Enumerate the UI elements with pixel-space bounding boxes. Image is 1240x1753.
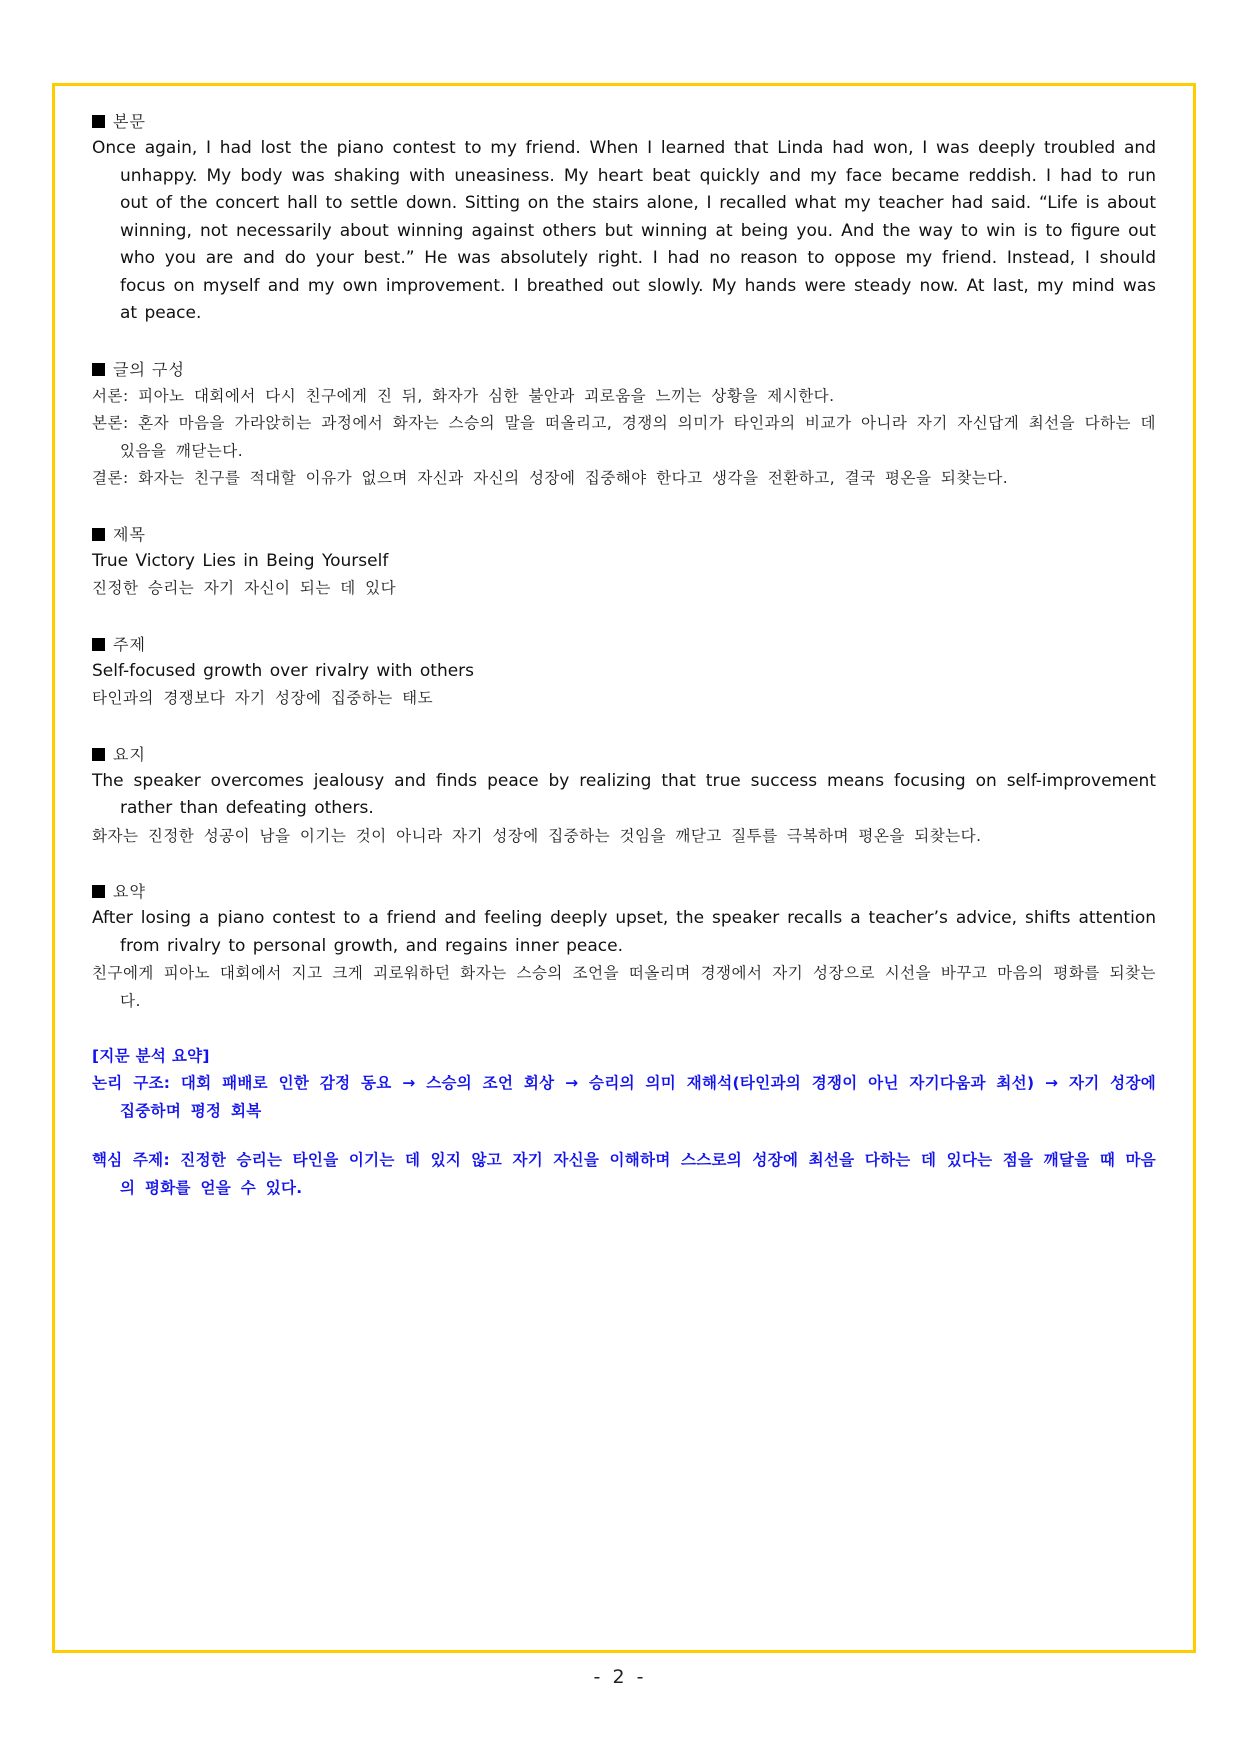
section-heading — [92, 108, 1156, 135]
section-heading — [92, 521, 1156, 548]
section-heading — [92, 878, 1156, 905]
heading-text: 글의 구성 — [113, 359, 185, 379]
heading-text: 본문 — [113, 112, 146, 131]
section-summary — [92, 878, 1156, 1015]
structure-intro: 서론: 피아노 대회에서 다시 친구에게 진 뒤, 화자가 심한 불안과 괴로움을 느끼는 상황을 제시한다. — [92, 386, 835, 405]
summary-korean: 친구에게 피아노 대회에서 지고 크게 괴로워하던 화자는 스승의 조언을 떠올리며 경쟁에서 자기 성장으로 시선을 바꾸고 마음의 평화를 되찾는다. — [92, 964, 1156, 1010]
title-english: True Victory Lies in Being Yourself — [92, 550, 389, 571]
analysis-logic-structure: 논리 구조: 대회 패배로 인한 감정 동요 → 스승의 조언 회상 → 승리의 의미 재해석(타인과의 경쟁이 아닌 자기다움과 최선) → 자기 성장에 집중하며 평정 회복 — [92, 1074, 1156, 1120]
analysis-core-theme: 핵심 주제: 진정한 승리는 타인을 이기는 데 있지 않고 자기 자신을 이해하며 스스로의 성장에 최선을 다하는 데 있다는 점을 깨달을 때 마음의 평화를 얻을 수 있다. — [92, 1151, 1156, 1197]
section-heading — [92, 631, 1156, 658]
square-bullet-icon — [92, 638, 105, 651]
summary-english: After losing a piano contest to a friend and feeling deeply upset, the speaker recalls a teacher’s advice, shifts attention from rivalry to personal growth, and regains inner peace. — [92, 908, 1156, 956]
heading-text: 주제 — [113, 634, 146, 654]
theme-korean: 타인과의 경쟁보다 자기 성장에 집중하는 태도 — [92, 689, 434, 707]
section-heading — [92, 741, 1156, 768]
structure-body: 본론: 혼자 마음을 가라앉히는 과정에서 화자는 스승의 말을 떠올리고, 경쟁의 의미가 타인과의 비교가 아니라 자기 자신답게 최선을 다하는 데 있음을 깨닫는다. — [92, 414, 1156, 460]
page-number: - 2 - — [593, 1666, 647, 1688]
square-bullet-icon — [92, 115, 105, 128]
section-theme — [92, 631, 1156, 713]
section-title — [92, 521, 1156, 603]
analysis-summary — [92, 1043, 1156, 1202]
square-bullet-icon — [92, 885, 105, 898]
document-content — [92, 108, 1156, 1202]
section-body — [92, 108, 1156, 328]
heading-text: 요약 — [113, 882, 146, 901]
square-bullet-icon — [92, 748, 105, 761]
square-bullet-icon — [92, 363, 105, 376]
heading-text: 요지 — [113, 744, 146, 764]
spacer — [92, 1125, 1156, 1147]
section-structure — [92, 356, 1156, 493]
passage-text: Once again, I had lost the piano contest to my friend. When I learned that Linda had won, I was deeply troubled and unhappy. My body was shaking with uneasiness. My heart beat quickly and my face became reddish. I had to run out of the concert hall to settle down. Sitting on the stairs alone, I recalled what my teacher had said. “Life is about winning, not necessarily about winning against others but winning at being you. And the way to win is to figure out who you are and do your best.” He was absolutely right. I had no reason to oppose my friend. Instead, I should focus on myself and my own improvement. I breathed out slowly. My hands were steady now. At last, my mind was at peace. — [92, 138, 1156, 323]
section-heading — [92, 356, 1156, 383]
analysis-label: [지문 분석 요약] — [92, 1047, 210, 1065]
gist-english: The speaker overcomes jealousy and finds peace by realizing that true success means focusing on self-improvement rather than defeating others. — [92, 770, 1156, 818]
heading-text: 제목 — [113, 524, 146, 544]
theme-english: Self-focused growth over rivalry with others — [92, 660, 475, 681]
square-bullet-icon — [92, 528, 105, 541]
title-korean: 진정한 승리는 자기 자신이 되는 데 있다 — [92, 579, 397, 597]
gist-korean: 화자는 진정한 성공이 남을 이기는 것이 아니라 자기 성장에 집중하는 것임을 깨닫고 질투를 극복하며 평온을 되찾는다. — [92, 826, 982, 845]
structure-conclusion: 결론: 화자는 친구를 적대할 이유가 없으며 자신과 자신의 성장에 집중해야 한다고 생각을 전환하고, 결국 평온을 되찾는다. — [92, 469, 1009, 487]
section-gist — [92, 741, 1156, 851]
